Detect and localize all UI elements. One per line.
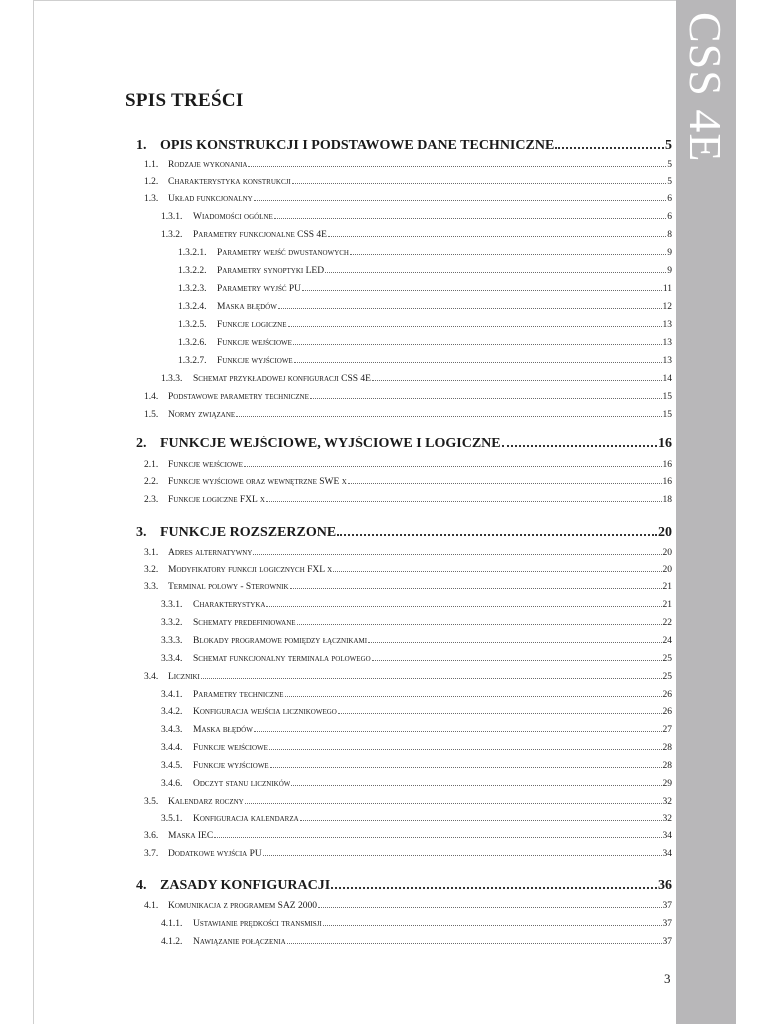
toc-entry	[178, 355, 672, 366]
toc-entry-number: 1.5.	[144, 409, 159, 420]
toc-entry-page: 20	[658, 525, 672, 540]
toc-entry	[144, 830, 672, 841]
toc-leader-dots	[323, 918, 662, 926]
toc-leader-dots	[294, 355, 662, 363]
toc-entry-title: Ustawianie prędkości transmisji	[193, 918, 322, 929]
toc-entry-page: 28	[662, 760, 672, 771]
toc-entry-title: Adres alternatywny	[168, 547, 253, 558]
toc-entry-number: 1.3.	[144, 193, 159, 204]
toc-entry-title: Schemat funkcjonalny terminala polowego	[193, 653, 371, 664]
toc-entry-title: Funkcje wyjściowe	[193, 760, 269, 771]
toc-entry-title: Funkcje logiczne	[217, 319, 287, 330]
toc-entry-number: 1.3.2.4.	[178, 301, 207, 312]
toc-entry-number: 3.4.1.	[161, 689, 183, 700]
toc-entry-title: Dodatkowe wyjścia PU	[168, 848, 262, 859]
toc-entry-page: 25	[662, 653, 672, 664]
toc-leader-dots	[287, 936, 662, 944]
toc-leader-dots	[278, 301, 662, 309]
toc-entry-number: 4.1.	[144, 900, 159, 911]
toc-entry-number: 1.	[136, 138, 147, 153]
toc-entry	[136, 436, 672, 452]
toc-entry	[161, 229, 672, 240]
toc-entry	[144, 391, 672, 402]
toc-entry	[161, 936, 672, 947]
toc-entry-title: Parametry wyjść PU	[217, 283, 302, 294]
toc-leader-dots	[325, 265, 666, 273]
toc-entry-page: 11	[662, 283, 672, 294]
toc-entry-number: 3.4.5.	[161, 760, 183, 771]
toc-entry	[144, 547, 672, 558]
toc-entry	[161, 918, 672, 929]
toc-entry-page: 13	[662, 319, 672, 330]
toc-entry-page: 12	[662, 301, 672, 312]
toc-entry-title: OPIS KONSTRUKCJI I PODSTAWOWE DANE TECHNICZNE	[160, 138, 555, 153]
toc-entry-title: Maska IEC	[168, 830, 214, 841]
toc-leader-dots	[236, 409, 661, 417]
toc-entry	[144, 796, 672, 807]
toc-entry	[161, 742, 672, 753]
toc-entry-page: 20	[662, 564, 672, 575]
toc-entry-number: 3.3.1.	[161, 599, 183, 610]
toc-entry-number: 1.1.	[144, 159, 159, 170]
toc-entry-title: Funkcje wejściowe	[217, 337, 292, 348]
page-number: 3	[664, 971, 671, 986]
toc-leader-dots	[269, 742, 662, 750]
toc-entry-page: 20	[662, 547, 672, 558]
toc-entry	[161, 760, 672, 771]
toc-entry	[144, 159, 672, 170]
toc-entry-title: Charakterystyka	[193, 599, 266, 610]
toc-leader-dots	[266, 599, 661, 607]
toc-entry	[144, 564, 672, 575]
toc-entry-title: Funkcje wejściowe	[168, 459, 243, 470]
toc-entry-title: Funkcje wyjściowe	[217, 355, 293, 366]
toc-leader-dots	[328, 229, 666, 237]
toc-leader-dots	[372, 373, 662, 381]
toc-entry-number: 2.	[136, 436, 147, 451]
toc-entry-number: 1.4.	[144, 391, 159, 402]
toc-entry-number: 3.4.6.	[161, 778, 183, 789]
toc-entry-page: 9	[667, 247, 672, 258]
toc-entry-number: 1.3.2.5.	[178, 319, 207, 330]
toc-entry-page: 21	[662, 599, 672, 610]
toc-entry-number: 3.2.	[144, 564, 159, 575]
toc-leader-dots	[245, 796, 662, 804]
toc-entry	[144, 476, 672, 487]
toc-entry-title: Normy związane	[168, 409, 236, 420]
toc-leader-dots	[270, 760, 662, 768]
toc-entry-page: 21	[662, 581, 672, 592]
toc-leader-dots	[290, 581, 662, 589]
toc-entry-number: 2.1.	[144, 459, 159, 470]
toc-leader-dots	[293, 337, 662, 345]
toc-leader-dots	[372, 653, 662, 661]
toc-entry-number: 4.1.1.	[161, 918, 183, 929]
side-band	[676, 0, 736, 1024]
toc-entry-page: 28	[662, 742, 672, 753]
toc-entry-number: 1.3.2.	[161, 229, 183, 240]
toc-entry-number: 3.3.3.	[161, 635, 183, 646]
toc-entry	[161, 599, 672, 610]
toc-entry-title: Liczniki	[168, 671, 200, 682]
toc-entry-page: 6	[667, 211, 672, 222]
toc-entry-title: Maska błędów	[193, 724, 253, 735]
toc-entry-title: Podstawowe parametry techniczne	[168, 391, 309, 402]
toc-entry-number: 1.3.2.6.	[178, 337, 207, 348]
toc-entry-number: 3.3.4.	[161, 653, 183, 664]
toc-entry-page: 22	[662, 617, 672, 628]
toc-entry-title: Komunikacja z programem SAZ 2000	[168, 900, 317, 911]
toc-entry-page: 14	[662, 373, 672, 384]
toc-leader-dots	[337, 526, 657, 536]
toc-entry	[178, 337, 672, 348]
toc-entry-page: 26	[662, 689, 672, 700]
side-label: CSS 4E	[680, 12, 731, 163]
toc-leader-dots	[297, 617, 662, 625]
toc-entry-number: 4.	[136, 878, 147, 893]
toc-leader-dots	[348, 476, 662, 484]
toc-entry	[144, 193, 672, 204]
toc-entry-page: 37	[662, 900, 672, 911]
toc-leader-dots	[302, 283, 662, 291]
toc-entry-title: Wiadomości ogólne	[193, 211, 273, 222]
toc-entry-page: 16	[658, 436, 672, 451]
toc-entry	[136, 525, 672, 541]
toc-entry-page: 16	[662, 476, 672, 487]
toc-entry-number: 2.3.	[144, 494, 159, 505]
toc-entry	[136, 138, 672, 154]
toc-entry-page: 34	[662, 830, 672, 841]
toc-entry-title: Maska błędów	[217, 301, 277, 312]
toc-leader-dots	[274, 211, 666, 219]
toc-entry-page: 5	[667, 159, 672, 170]
toc-entry	[144, 900, 672, 911]
toc-leader-dots	[310, 391, 662, 399]
toc-leader-dots	[248, 159, 666, 167]
toc-entry-number: 3.4.3.	[161, 724, 183, 735]
toc-leader-dots	[555, 139, 664, 149]
toc-entry-title: Układ funkcjonalny	[168, 193, 253, 204]
toc-entry	[161, 373, 672, 384]
toc-entry-number: 1.3.1.	[161, 211, 183, 222]
toc-leader-dots	[291, 778, 661, 786]
toc-entry-page: 32	[662, 796, 672, 807]
toc-leader-dots	[338, 706, 662, 714]
toc-entry-title: Konfiguracja wejścia licznikowego	[193, 706, 337, 717]
toc-entry-page: 18	[662, 494, 672, 505]
toc-entry	[178, 283, 672, 294]
toc-entry	[144, 581, 672, 592]
toc-entry-title: Funkcje logiczne FXL x	[168, 494, 265, 505]
toc-entry	[161, 778, 672, 789]
toc-leader-dots	[253, 547, 661, 555]
toc-entry	[161, 689, 672, 700]
toc-leader-dots	[331, 879, 657, 889]
toc-leader-dots	[266, 494, 662, 502]
toc-leader-dots	[285, 689, 662, 697]
toc-entry-number: 1.3.2.3.	[178, 283, 207, 294]
toc-entry-number: 3.5.	[144, 796, 159, 807]
toc-entry-page: 9	[667, 265, 672, 276]
toc-leader-dots	[244, 459, 662, 467]
toc-entry-page: 5	[667, 176, 672, 187]
toc-entry-number: 1.2.	[144, 176, 159, 187]
toc-entry-title: Schematy predefiniowane	[193, 617, 296, 628]
toc-entry-page: 37	[662, 936, 672, 947]
toc-entry	[144, 494, 672, 505]
toc-entry-page: 8	[667, 229, 672, 240]
toc-leader-dots	[201, 671, 662, 679]
toc-leader-dots	[333, 564, 661, 572]
toc-entry	[161, 724, 672, 735]
toc-entry-number: 3.4.	[144, 671, 159, 682]
toc-entry-title: Parametry techniczne	[193, 689, 284, 700]
toc-entry-title: Funkcje wyjściowe oraz wewnętrzne SWE x	[168, 476, 347, 487]
toc-entry-title: Parametry wejść dwustanowych	[217, 247, 349, 258]
toc-entry-number: 1.3.3.	[161, 373, 183, 384]
toc-entry	[136, 878, 672, 894]
toc-entry	[178, 301, 672, 312]
toc-entry-page: 34	[662, 848, 672, 859]
toc-entry-number: 3.	[136, 525, 147, 540]
toc-entry	[161, 635, 672, 646]
toc-entry-title: Terminal polowy - Sterownik	[168, 581, 289, 592]
toc-entry-title: Rodzaje wykonania	[168, 159, 248, 170]
toc-entry	[178, 265, 672, 276]
toc-entry-page: 16	[662, 459, 672, 470]
toc-entry-number: 3.3.2.	[161, 617, 183, 628]
toc-leader-dots	[254, 724, 662, 732]
toc-entry-title: Odczyt stanu liczników	[193, 778, 291, 789]
toc-entry-page: 6	[667, 193, 672, 204]
toc-entry-number: 2.2.	[144, 476, 159, 487]
toc-entry-number: 3.1.	[144, 547, 159, 558]
toc-entry-title: Nawiązanie połączenia	[193, 936, 286, 947]
toc-entry	[178, 247, 672, 258]
toc-entry-title: Kalendarz roczny	[168, 796, 244, 807]
toc-entry-title: Blokady programowe pomiędzy łącznikami	[193, 635, 368, 646]
toc-entry-number: 3.3.	[144, 581, 159, 592]
toc-entry-number: 3.6.	[144, 830, 159, 841]
toc-entry-page: 29	[662, 778, 672, 789]
toc-leader-dots	[254, 193, 667, 201]
toc-leader-dots	[368, 635, 661, 643]
toc-leader-dots	[288, 319, 662, 327]
toc-entry-page: 25	[662, 671, 672, 682]
toc-entry-page: 5	[665, 138, 672, 153]
toc-entry-page: 13	[662, 355, 672, 366]
toc-entry-number: 1.3.2.2.	[178, 265, 207, 276]
toc-entry-page: 36	[658, 878, 672, 893]
toc-entry-page: 13	[662, 337, 672, 348]
toc-entry-title: Parametry funkcjonalne CSS 4E	[193, 229, 327, 240]
toc-entry-title: FUNKCJE WEJŚCIOWE, WYJŚCIOWE I LOGICZNE	[160, 436, 501, 451]
toc-entry	[144, 848, 672, 859]
toc-entry-title: ZASADY KONFIGURACJI	[160, 878, 331, 893]
toc-entry	[161, 653, 672, 664]
toc-entry-page: 37	[662, 918, 672, 929]
toc-entry-number: 3.5.1.	[161, 813, 183, 824]
toc-leader-dots	[214, 830, 661, 838]
toc-entry-page: 15	[662, 409, 672, 420]
toc-entry	[144, 671, 672, 682]
toc-leader-dots	[292, 176, 667, 184]
toc-entry-title: Charakterystyka konstrukcji	[168, 176, 291, 187]
toc-entry-number: 3.4.2.	[161, 706, 183, 717]
toc-entry	[161, 211, 672, 222]
toc-entry	[161, 617, 672, 628]
toc-entry-number: 1.3.2.7.	[178, 355, 207, 366]
toc-entry-page: 27	[662, 724, 672, 735]
toc-entry	[144, 409, 672, 420]
toc-entry-page: 26	[662, 706, 672, 717]
toc-entry-title: Konfiguracja kalendarza	[193, 813, 299, 824]
toc-entry	[161, 706, 672, 717]
toc-leader-dots	[263, 848, 662, 856]
toc-entry-title: Parametry synoptyki LED	[217, 265, 325, 276]
toc-entry-page: 32	[662, 813, 672, 824]
toc-entry-title: FUNKCJE ROZSZERZONE	[160, 525, 337, 540]
toc-entry-page: 15	[662, 391, 672, 402]
toc-leader-dots	[300, 813, 662, 821]
toc-entry-number: 3.4.4.	[161, 742, 183, 753]
toc-entry	[144, 459, 672, 470]
toc-leader-dots	[502, 437, 657, 447]
toc-entry-title: Modyfikatory funkcji logicznych FXL x	[168, 564, 333, 575]
toc-entry	[144, 176, 672, 187]
toc-entry-number: 1.3.2.1.	[178, 247, 207, 258]
toc-leader-dots	[318, 900, 662, 908]
toc-entry-title: Schemat przykładowej konfiguracji CSS 4E	[193, 373, 371, 384]
toc-entry-number: 4.1.2.	[161, 936, 183, 947]
toc-leader-dots	[350, 247, 666, 255]
toc-entry	[161, 813, 672, 824]
toc-entry-page: 24	[662, 635, 672, 646]
toc-entry-number: 3.7.	[144, 848, 159, 859]
toc-heading: SPIS TREŚCI	[125, 90, 244, 111]
toc-entry	[178, 319, 672, 330]
toc-entry-title: Funkcje wejściowe	[193, 742, 268, 753]
